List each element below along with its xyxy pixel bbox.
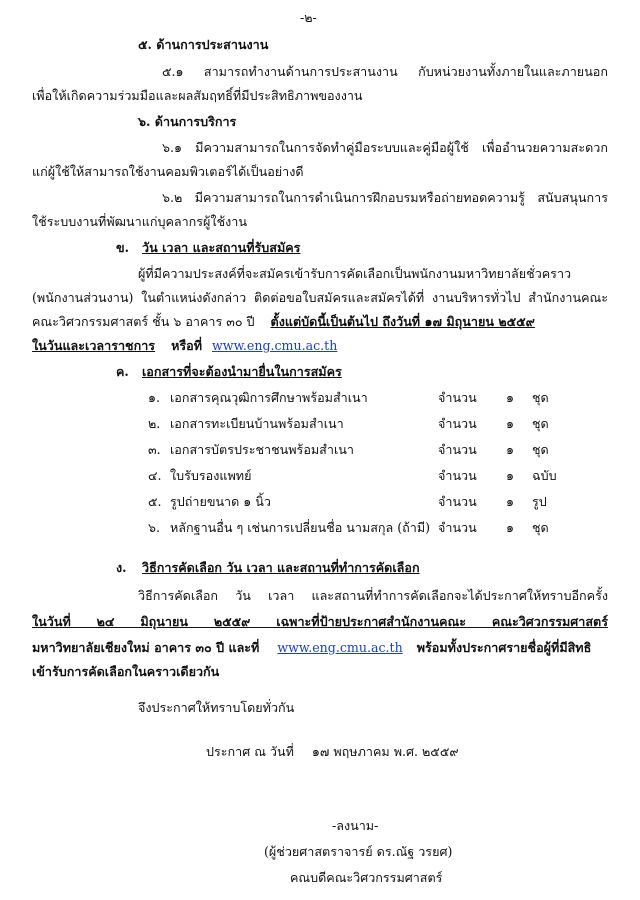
section-d-location: มหาวิทยาลัยเชียงใหม่ อาคาร ๓๐ ปี และที่ bbox=[32, 640, 260, 655]
section-b-line3 bbox=[32, 314, 535, 330]
section-6-1-line2: แก่ผู้ใช้ให้สามารถใช้งานคอมพิวเตอร์ได้เป็นอย่างดี bbox=[32, 164, 304, 179]
page-number: -๒- bbox=[300, 10, 317, 25]
document-item: ๒. เอกสารทะเบียนบ้านพร้อมสำเนา bbox=[148, 416, 344, 431]
signed-mark: -ลงนาม- bbox=[332, 818, 379, 833]
section-b-deadline: ตั้งแต่บัดนี้เป็นต้นไป ถึงวันที่ ๑๗ มิถุนายน ๒๕๕๙ bbox=[270, 314, 535, 329]
section-d-line2: ในวันที่ ๒๔ มิถุนายน ๒๕๕๙ เฉพาะที่ป้ายประกาศสำนักงานคณะ คณะวิศวกรรมศาสตร์ bbox=[32, 614, 608, 629]
section-6-1-line1: ๖.๑ มีความสามารถในการจัดทำคู่มือระบบและคู่มือผู้ใช้ เพื่ออำนวยความสะดวก bbox=[162, 140, 608, 155]
document-item-qty: จำนวน ๑ ชุด bbox=[438, 416, 549, 431]
section-b-line2: (พนักงานส่วนงาน) ในตำแหน่งดังกล่าว ติดต่อขอใบสมัครและสมัครได้ที่ งานบริหารทั่วไป สำนักงานคณะ bbox=[32, 290, 608, 305]
section-5-heading: ๕. ด้านการประสานงาน bbox=[138, 37, 269, 52]
document-item-qty: จำนวน ๑ ฉบับ bbox=[438, 468, 557, 483]
section-d-number: ง. bbox=[116, 560, 127, 575]
section-b-office-hours: ในวันและเวลาราชการ bbox=[32, 338, 156, 353]
section-b-number: ข. bbox=[116, 240, 129, 255]
document-item: ๕. รูปถ่ายขนาด ๑ นิ้ว bbox=[148, 494, 271, 509]
section-6-2-line1: ๖.๒ มีความสามารถในการดำเนินการฝึกอบรมหรือถ่ายทอดความรู้ สนับสนุนการ bbox=[162, 190, 608, 205]
signatory-title: คณบดีคณะวิศวกรรมศาสตร์ bbox=[290, 870, 443, 885]
announcement-label: ประกาศ ณ วันที่ bbox=[206, 744, 294, 759]
document-item-qty: จำนวน ๑ ชุด bbox=[438, 520, 549, 535]
section-b-heading: วัน เวลา และสถานที่รับสมัคร bbox=[142, 240, 301, 255]
section-d-line4: เข้ารับการคัดเลือกในคราวเดียวกัน bbox=[32, 664, 220, 679]
announcement-date-value: ๑๗ พฤษภาคม พ.ศ. ๒๕๕๙ bbox=[311, 744, 459, 759]
section-d-line1: วิธีการคัดเลือก วัน เวลา และสถานที่ทำการคัดเลือกจะได้ประกาศให้ทราบอีกครั้ง bbox=[138, 588, 608, 603]
section-6-2-line2: ใช้ระบบงานที่พัฒนาแก่บุคลากรผู้ใช้งาน bbox=[32, 214, 247, 229]
section-d-heading: วิธีการคัดเลือก วัน เวลา และสถานที่ทำการคัดเลือก bbox=[142, 560, 420, 575]
section-b-website-link[interactable]: www.eng.cmu.ac.th bbox=[212, 338, 338, 353]
section-c-number: ค. bbox=[116, 364, 129, 379]
document-item-qty: จำนวน ๑ ชุด bbox=[438, 390, 549, 405]
signatory-name: (ผู้ช่วยศาสตราจารย์ ดร.ณัฐ วรยศ) bbox=[264, 844, 453, 859]
section-c-heading: เอกสารที่จะต้องนำมายื่นในการสมัคร bbox=[142, 364, 342, 379]
section-b-line3-plain: คณะวิศวกรรมศาสตร์ ชั้น ๖ อาคาร ๓๐ ปี bbox=[32, 314, 255, 329]
section-5-1-line2: เพื่อให้เกิดความร่วมมือและผลสัมฤทธิ์ที่มีประสิทธิภาพของงาน bbox=[32, 88, 363, 103]
section-d-announce-names: พร้อมทั้งประกาศรายชื่อผู้ที่มีสิทธิ bbox=[416, 640, 592, 655]
section-b-line4 bbox=[32, 338, 337, 354]
section-d-line3 bbox=[32, 640, 591, 656]
document-item: ๑. เอกสารคุณวุฒิการศึกษาพร้อมสำเนา bbox=[148, 390, 368, 405]
closing-statement: จึงประกาศให้ทราบโดยทั่วกัน bbox=[138, 700, 295, 715]
section-6-heading: ๖. ด้านการบริการ bbox=[138, 114, 237, 129]
document-item: ๖. หลักฐานอื่น ๆ เช่นการเปลี่ยนชื่อ นามสกุล (ถ้ามี) bbox=[148, 520, 431, 535]
section-d-website-link[interactable]: www.eng.cmu.ac.th bbox=[277, 640, 403, 655]
section-5-1-line1: ๕.๑ สามารถทำงานด้านการประสานงาน กับหน่วยงานทั้งภายในและภายนอก bbox=[162, 64, 608, 79]
document-item: ๔. ใบรับรองแพทย์ bbox=[148, 468, 252, 483]
announcement-date bbox=[206, 744, 459, 760]
document-item-qty: จำนวน ๑ ชุด bbox=[438, 442, 549, 457]
section-b-or: หรือที่ bbox=[171, 338, 203, 353]
section-b-line1: ผู้ที่มีความประสงค์ที่จะสมัครเข้ารับการคัดเลือกเป็นพนักงานมหาวิทยาลัยชั่วคราว bbox=[138, 266, 572, 281]
document-item-qty: จำนวน ๑ รูป bbox=[438, 494, 547, 509]
document-item: ๓. เอกสารบัตรประชาชนพร้อมสำเนา bbox=[148, 442, 354, 457]
